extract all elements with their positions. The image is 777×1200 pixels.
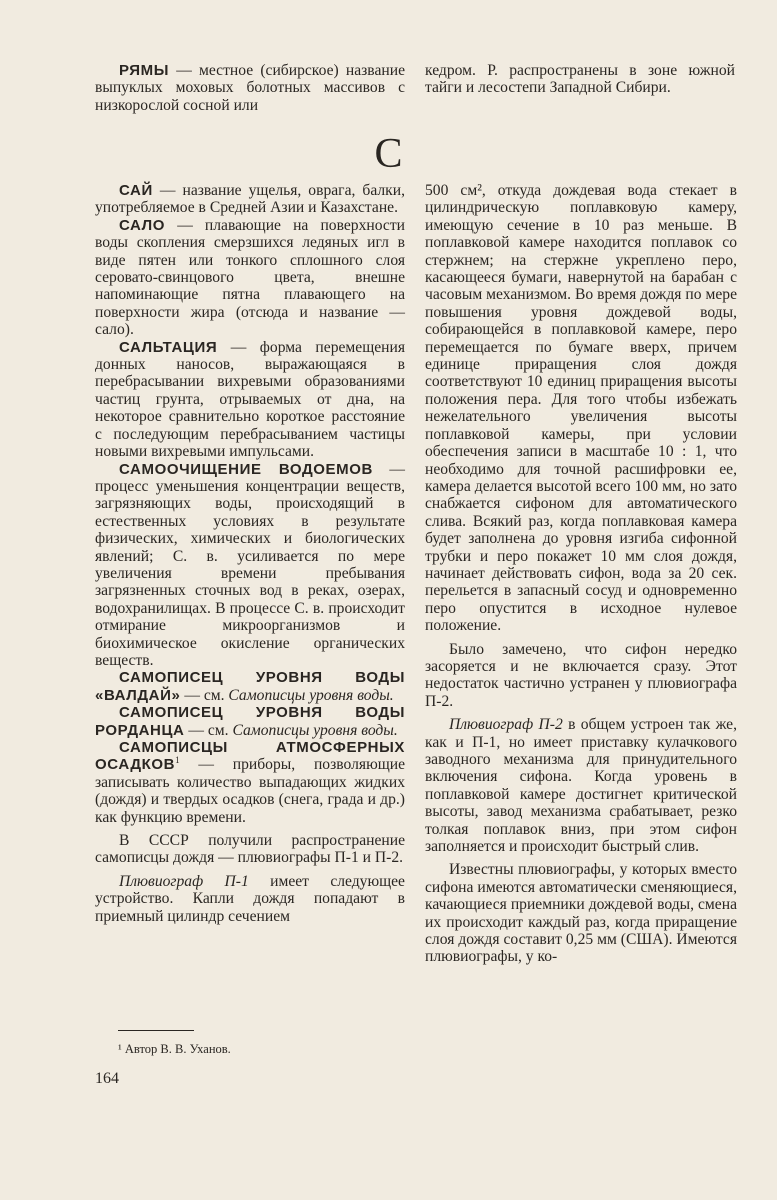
entry-text: — плавающие на поверхности воды скопления смерзшихся ледяных игл в виде пятен или тонкого сплошного слоя серовато-свинцового цвета, внешне напоминающие пятна плавающего на поверхности жира (отсюда и название — сало). <box>95 216 405 339</box>
entry-text: — название ущелья, оврага, балки, употребляемое в Средней Азии и Казахстане. <box>95 182 405 217</box>
paragraph: Было замечено, что сифон нередко засоряется и не включается сразу. Этот недостаток частично устранен у плювиографа П-2. <box>425 640 737 710</box>
entry-text: — форма перемещения донных наносов, выражающаяся в перебрасывании вихревыми образованиями частиц грунта, отрываемых от дна, на некоторое сравнительно короткое расстояние с последующим перебрасыванием частицы новыми вихревыми импульсами. <box>95 338 405 461</box>
entry-rordanca <box>95 704 405 739</box>
footnote: ¹ Автор В. В. Уханов. <box>118 1042 231 1056</box>
cross-reference: Самописцы уровня воды. <box>228 686 394 704</box>
entry-valdai <box>95 669 405 704</box>
paragraph-pluviograf-p1 <box>95 873 405 925</box>
entry-text: кедром. Р. распространены в зоне южной тайги и лесостепи Западной Сибири. <box>425 62 735 97</box>
footnote-marker: 1 <box>175 755 180 766</box>
cross-reference: Самописцы уровня воды. <box>232 721 398 739</box>
entry-text: — приборы, позволяющие записывать количество выпадающих жидких (дождя) и твердых осадков (снега, града и др.) как функцию времени. <box>95 756 405 826</box>
entry-saltatsiya <box>95 339 405 461</box>
page-number: 164 <box>95 1070 119 1087</box>
italic-term: Плювиограф П-1 <box>119 872 249 890</box>
paragraph-text: в общем устроен так же, как и П-1, но имеет приставку кулачкового заводного механизма для принудительного включения сифона. Когда уровень в поплавковой камере достигнет критической высоты, завод механизма срабатывает, резко толкая поплавок вниз, при этом сифон заполняется и происходит быстрый слив. <box>425 716 737 856</box>
headword: САЙ <box>119 182 153 199</box>
paragraph: 500 см², откуда дождевая вода стекает в цилиндрическую поплавковую камеру, имеющую сечение в 10 раз меньше. В поплавковой камере находится поплавок со стержнем; на стержне укреплено перо, касающееся бумаги, навернутой на барабан с часовым механизмом. Во время дождя по мере повышения уровня дождевой воды, собирающейся в поплавковой камере, перо перемещается по бумаге вверх, причем единице приращения слоя дождя соответствуют 10 единиц приращения высоты положения пера. Для того чтобы избежать нежелательного увеличения высоты поплавковой камеры, при условии обеспечения записи в масштабе 10 : 1, что необходимо для точной расшифровки ее, камера делается высотой всего 100 мм, но зато снабжается сифоном для автоматического слива. Всякий раз, когда поплавковая камера будет заполнена до уровня изгиба сифонной трубки и перо покажет 10 мм слоя дождя, начинает действовать сифон, вода за 20 сек. перельется в запасный сосуд и одновременно перо опустится в исходное нулевое положение. <box>425 182 737 635</box>
paragraph-pluviograf-p2 <box>425 716 737 855</box>
italic-term: Плювиограф П-2 <box>449 716 563 734</box>
entry-salo <box>95 217 405 339</box>
headword: САМООЧИЩЕНИЕ ВОДОЕМОВ <box>119 460 373 478</box>
entry-text: — процесс уменьшения концентрации веществ, загрязняющих воды, происходящий в естественных условиях в результате физических, химических и биологических явлений; С. в. усиливается по мере увеличения времени пребывания загрязненных сточных вод в реках, озерах, водохранилищах. В процессе С. в. происходит отмирание микроорганизмов и биохимическое окисление органических веществ. <box>95 460 405 669</box>
entry-sai <box>95 182 405 217</box>
entry-ryamy-end <box>425 62 735 97</box>
right-column <box>425 182 737 966</box>
headword: САМОПИСЕЦ УРОВНЯ ВОДЫ РОРДАНЦА <box>95 704 405 739</box>
entry-text: — местное (сибирское) название выпуклых моховых болотных массивов с низкорослой сосной или <box>95 62 405 114</box>
headword: САМОПИСЕЦ УРОВНЯ ВОДЫ «ВАЛДАЙ» <box>95 669 405 704</box>
footnote-rule <box>118 1030 194 1031</box>
paragraph-text: имеет следующее устройство. Капли дождя попадают в приемный цилиндр сечением <box>95 872 405 925</box>
paragraph: Известны плювиографы, у которых вместо сифона имеются автоматически сменяющиеся, качающиеся приемники дождевой воды, смена их происходит каждый раз, когда приращение слоя дождя составит 0,25 мм (США). Имеются плювиографы, у ко- <box>425 861 737 966</box>
entry-samopiscy-osadkov <box>95 739 405 826</box>
section-letter: С <box>374 131 403 177</box>
headword: САЛЬТАЦИЯ <box>119 338 218 356</box>
headword: САЛО <box>119 216 166 234</box>
entry-ryamy-start <box>95 62 405 114</box>
paragraph: В СССР получили распространение самописцы дождя — плювиографы П-1 и П-2. <box>95 832 405 867</box>
entry-text: — см. <box>180 686 229 704</box>
headword: САМОПИСЦЫ АТМОСФЕРНЫХ ОСАДКОВ <box>95 739 405 774</box>
entry-text: — см. <box>184 721 233 739</box>
left-column <box>95 182 405 925</box>
entry-samoochishchenie <box>95 461 405 670</box>
headword: РЯМЫ <box>119 62 169 79</box>
